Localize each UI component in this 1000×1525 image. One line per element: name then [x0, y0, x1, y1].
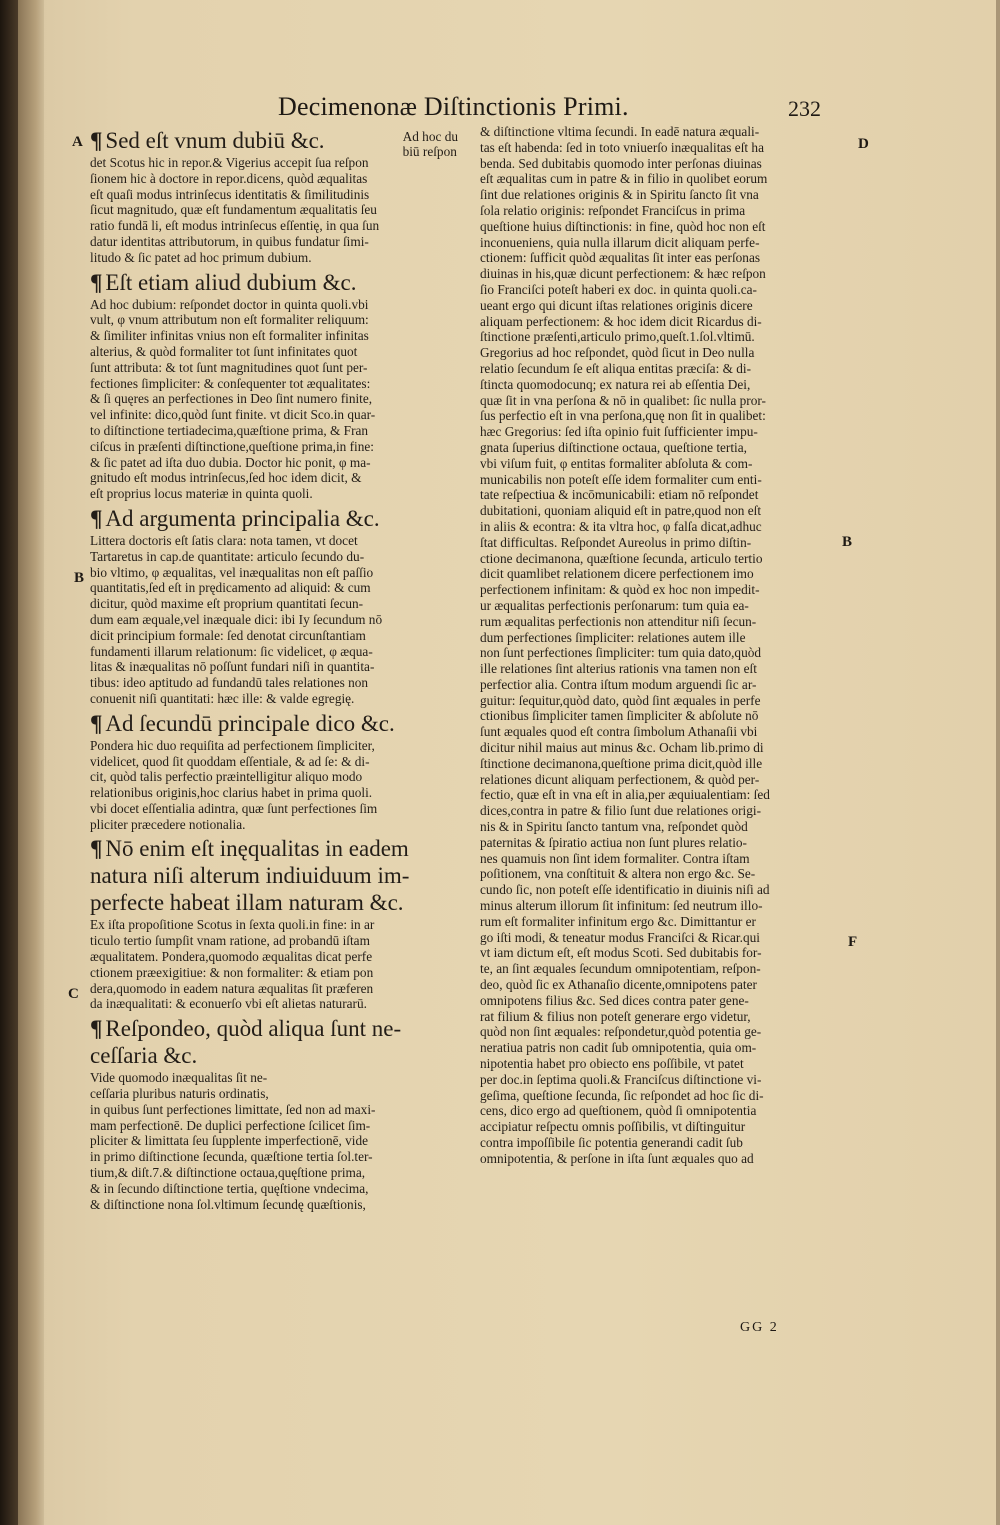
text-line: fectio, quæ eſt in vna eſt in alia,per æquiualentiam: ſed [480, 787, 770, 803]
page-edge [996, 0, 1000, 1525]
text-line: eſt æqualitas cum in patre & in filio in quolibet eorum [480, 171, 768, 187]
commentary-paragraph [90, 917, 458, 1012]
text-line: minus alterum illorum ſit infinitum: ſed neutrum illo- [480, 898, 763, 914]
text-line: ciſcus in præſenti diſtinctione,queſtione prima,in fine: [90, 438, 374, 454]
text-line: litudo & ſic patet ad hoc primum dubium. [90, 249, 312, 265]
text-line: quantitatis,ſed eſt in prędicamento ad aliquid: & cum [90, 580, 371, 596]
text-line: quæ ſit in vna perſona & nō in qualibet: ſic nulla pror- [480, 392, 766, 408]
margin-letter-b: B [74, 570, 85, 586]
text-line: deo, quòd ſic ex Athanaſio dicente,omnipotens pater [480, 977, 757, 993]
text-line: dicit quamlibet relationem dicere perfectionem imo [480, 566, 754, 582]
left-text-column [90, 124, 458, 1212]
lemma-text: Reſpondeo, quòd aliqua ſunt ne- [105, 1016, 402, 1042]
text-line: ſionem hic à doctore in repor.dicens, quòd æqualitas [90, 170, 368, 186]
margin-letter-c: C [68, 986, 79, 1002]
text-line: to diſtinctione tertiadecima,quæſtione prima, & Fran [90, 422, 369, 438]
text-line: dices,contra in patre & filio ſunt due relationes origi- [480, 803, 761, 819]
text-line: & in ſecundo diſtinctione tertia, quęſtione vndecima, [90, 1180, 369, 1196]
text-line: ſola relatio originis: reſpondet Franciſcus in prima [480, 202, 746, 218]
pilcrow-mark: ¶ [90, 710, 103, 736]
text-line: det Scotus hic in repor.& Vigerius accepit ſua reſpon [90, 155, 369, 170]
text-line: mam perfectionē. De duplici perfectione ſcilicet ſim- [90, 1117, 371, 1133]
pilcrow-mark: ¶ [90, 505, 103, 531]
text-line: ctione decimanona, quæſtione ſecunda, articulo tertio [480, 550, 763, 566]
text-line: dicitur nihil maius aut minus &c. Ocham lib.primo di [480, 740, 764, 756]
text-line: ſicut magnitudo, quæ eſt fundamentum æqualitatis ſeu [90, 202, 377, 218]
text-line: relationibus originis,hoc clarius habet in prima quoli. [90, 785, 373, 801]
text-line: fundamenti illarum relationum: ſic videlicet, φ æqua- [90, 643, 373, 659]
text-line: bio vltimo, φ æqualitas, vel inæqualitas non eſt paſſio [90, 564, 374, 580]
text-line: fectiones ſimpliciter: & conſequenter tot æqualitates: [90, 375, 371, 391]
side-line: biū reſpon [402, 144, 457, 159]
text-line: tibus: ideo aptitudo ad fundandū tales relationes non [90, 675, 369, 691]
text-line: tium,& diſt.7.& diſtinctione octaua,quęſtione prima, [90, 1165, 366, 1181]
text-line: dicitur, quòd maxime eſt proprium quantitati ſecun- [90, 596, 364, 612]
text-line: aliquam perfectionem: & hoc idem dicit Ricardus di- [480, 313, 762, 329]
text-line: eſt quaſi modus intrinſecus identitatis & ſimilitudinis [90, 186, 370, 202]
text-line: cens, dico ergo ad queſtionem, quòd ſi omnipotentia [480, 1103, 757, 1119]
text-line: conuenit niſi quantitati: hæc ille: & valde egregię. [90, 690, 355, 706]
text-line: tate reſpectiua & incōmunicabili: etiam nō reſpondet [480, 487, 759, 503]
pilcrow-mark: ¶ [90, 1016, 103, 1042]
lemma-text: Ad argumenta principalia &c. [105, 505, 380, 531]
lemma-heading [90, 505, 458, 532]
margin-letter-d: D [858, 136, 869, 152]
text-line: & ſi quęres an perfectiones in Deo ſint numero finite, [90, 391, 373, 407]
text-line: ſtinctione præſenti,articulo primo,queſt.1.ſol.vltimū. [480, 329, 755, 345]
lemma-heading [90, 127, 458, 159]
commentary-paragraph [90, 738, 458, 833]
text-line: vbi docet eſſentialia adintra, quæ ſunt perfectiones ſim [90, 800, 378, 816]
text-line: ceſſaria pluribus naturis ordinatis, [90, 1086, 269, 1102]
folio-number: 232 [788, 96, 821, 121]
text-line: nes quamuis non ſint idem formaliter. Contra iſtam [480, 850, 750, 866]
text-line: benda. Sed dubitabis quomodo inter perſonas diuinas [480, 155, 762, 171]
text-line: tas eſt habenda: ſed in toto vniuerſo inæqualitas eſt ha [480, 139, 764, 155]
lemma-line: ceſſaria &c. [90, 1043, 198, 1069]
text-line: ſunt attributa: & tot ſunt magnitudines quot ſunt per- [90, 359, 368, 375]
text-line: gnata ſuperius diſtinctione octaua, queſtione tertia, [480, 439, 747, 455]
commentary-paragraph [90, 297, 458, 502]
lemma-text: Sed eſt vnum dubiū &c. [105, 128, 325, 153]
text-line: Gregorius ad hoc reſpondet, quòd ſicut in Deo nulla [480, 345, 755, 361]
text-line: poſitionem, vna conſtituit & altera non ergo &c. Se- [480, 866, 756, 882]
text-line: & ſimiliter infinitas vnius non eſt formaliter infinitas [90, 328, 369, 344]
margin-letter-f: F [848, 934, 858, 950]
text-line: ille relationes ſint alterius rationis vna tamen non eſt [480, 661, 757, 677]
text-line: vt iam dictum eſt, eſt modus Scoti. Sed dubitabis for- [480, 945, 762, 961]
text-line: in aliis & econtra: & ita vltra hoc, φ falſa dicat,adhuc [480, 518, 762, 534]
text-line: dera,quomodo in eadem natura æqualitas ſit præferen [90, 980, 374, 996]
text-line: Vide quomodo inæqualitas ſit ne- [90, 1070, 268, 1086]
text-line: ctionibus ſimpliciter tamen ſimpliciter & abſolute nō [480, 708, 759, 724]
text-line: Tartaretus in cap.de quantitate: articulo ſecundo du- [90, 548, 365, 564]
lemma-heading [90, 710, 458, 737]
lemma-text: Nō enim eſt inęqualitas in eadem [105, 836, 409, 862]
text-line: omnipotens filius &c. Sed dices contra pater gene- [480, 992, 749, 1008]
text-line: ticulo tertio ſumpſit vnam ratione, ad probandū iſtam [90, 933, 370, 949]
text-line: in quibus ſunt perfectiones limittate, ſed non ad maxi- [90, 1101, 376, 1117]
text-line: dicit principium formale: ſed denotat circunſtantiam [90, 627, 366, 643]
binding-shadow [0, 0, 18, 1525]
commentary-paragraph [90, 1070, 458, 1212]
text-line: perfectionem infinitam: & quòd ex hoc non impedit- [480, 582, 760, 598]
text-line: æqualitatem. Pondera,quomodo æqualitas dicat perfe [90, 949, 373, 965]
text-line: nipotentia habet pro obiecto ens poſſibile, vt patet [480, 1056, 744, 1072]
text-line: Pondera hic duo requiſita ad perfectionem ſimpliciter, [90, 737, 375, 753]
text-line: ſtat difficultas. Reſpondet Aureolus in primo diſtin- [480, 534, 752, 550]
text-line: ſunt æquales quod eſt contra ſimbolum Athanaſii vbi [480, 724, 758, 740]
side-line: Ad hoc du [402, 129, 458, 144]
text-line: hæc Gregorius: ſed iſta opinio fuit ſufficienter impu- [480, 424, 758, 440]
lemma-line: natura niſi alterum indiuiduum im- [90, 863, 410, 889]
text-line: inconueniens, quia nulla illarum dicit aliquam perfe- [480, 234, 760, 250]
right-text-column [480, 124, 842, 1167]
text-line: & diſtinctione nona ſol.vltimum ſecundę quæſtionis, [90, 1196, 366, 1212]
text-line: quòd non ſint æquales: reſpondetur,quòd potentia ge- [480, 1024, 762, 1040]
text-line: litas & inæqualitas nō poſſunt fundari niſi in quantita- [90, 659, 375, 675]
text-line: ſtinctione decimanona,queſtione prima dicit,quòd ille [480, 755, 763, 771]
text-line: ur æqualitas perfectionis perſonarum: tum quia ea- [480, 597, 749, 613]
text-line: relationes dicunt aliquam perfectionem, & quòd per- [480, 771, 760, 787]
text-line: geſima, queſtione ſecunda, ſic reſpondet ad hoc ſic di- [480, 1087, 764, 1103]
text-line: accipiatur reſpectu omnis poſſibilis, vt diſtinguitur [480, 1119, 746, 1135]
text-line: & diſtinctione vltima ſecundi. In eadē natura æquali- [480, 124, 760, 139]
lemma-line: perfecte habeat illam naturam &c. [90, 890, 404, 916]
text-line: per doc.in ſeptima quoli.& Franciſcus diſtinctione vi- [480, 1071, 762, 1087]
text-line: datur identitas attributorum, in quibus fundatur ſimi- [90, 233, 369, 249]
text-line: Ex iſta propoſitione Scotus in ſexta quoli.in fine: in ar [90, 917, 375, 933]
margin-letter-e: B [842, 534, 853, 550]
lemma-line [90, 1015, 458, 1042]
text-line: guitur: ſequitur,quòd dato, quòd ſint æquales in perfe [480, 692, 761, 708]
text-line: non ſunt perfectiones ſimpliciter: tum quia dato,quòd [480, 645, 762, 661]
text-line: rum eſt formaliter infinitum ergo &c. Dimittantur er [480, 913, 756, 929]
text-line: contra impoſſibile ſic potentia generandi cadit ſub [480, 1135, 743, 1150]
text-line: queſtione huius diſtinctionis: in fine, quòd hoc non eſt [480, 218, 766, 234]
pilcrow-mark: ¶ [90, 836, 103, 862]
commentary-paragraph [90, 533, 458, 707]
text-line: nis & in Spiritu ſancto tantum vna, reſpondet quòd [480, 819, 748, 835]
text-line: alterius, & quòd formaliter tot ſunt infinitates quot [90, 343, 358, 359]
text-line: cit, quòd talis perfectio præintelligitur aliquo modo [90, 769, 363, 785]
text-line: vult, φ vnum attributum non eſt formaliter reliquum: [90, 312, 369, 328]
lemma-heading [90, 1015, 458, 1069]
text-line: Ad hoc dubium: reſpondet doctor in quinta quoli.vbi [90, 296, 369, 312]
text-line: omnipotentia, & perſone in iſta ſunt æquales quo ad [480, 1150, 754, 1166]
text-line: diuinas in his,quæ dicunt perfectionem: & hæc reſpon [480, 266, 766, 282]
text-line: ueant ergo qui dicunt iſtas relationes originis dicere [480, 297, 753, 313]
text-line: gnitudo eſt modus intrinſecus,ſed hoc idem dicit, & [90, 470, 362, 486]
margin-letter-a: A [72, 134, 83, 150]
text-line: relatio ſecundum ſe eſt aliqua entitas præciſa: & di- [480, 360, 752, 376]
text-line: Littera doctoris eſt ſatis clara: nota tamen, vt docet [90, 532, 358, 548]
text-line: cundo ſic, non poteſt eſſe identificatio in diuinis niſi ad [480, 882, 770, 898]
text-line: ſint due relationes originis & in Spiritu ſancto ſit vna [480, 187, 759, 203]
text-line: & ſic patet ad iſta duo dubia. Doctor hic ponit, φ ma- [90, 454, 371, 470]
text-line: paternitas & ſpiratio actiua non ſunt plures relatio- [480, 834, 747, 850]
lemma-text: Eſt etiam aliud dubium &c. [105, 269, 357, 295]
running-header: Decimenonæ Diſtinctionis Primi. [278, 92, 629, 121]
printer-signature: GG 2 [740, 1320, 779, 1335]
text-line: vbi viſum fuit, φ entitas formaliter abſoluta & com- [480, 455, 753, 471]
text-line: perfectior alia. Contra iſtum modum arguendi ſic ar- [480, 676, 757, 692]
text-line: ctionem: ſufficit quòd æqualitas ſit inter eas perſonas [480, 250, 761, 266]
text-line: dum perfectiones ſimpliciter: relationes autem ille [480, 629, 746, 645]
commentary-paragraph [90, 155, 458, 266]
text-line: pliciter & limittata ſeu ſupplente imperfectionē, vide [90, 1133, 369, 1149]
text-line: rum æqualitas perfectionis non attenditur niſi ſecun- [480, 613, 757, 629]
lemma-side-text [403, 129, 458, 159]
text-line: neratiua patris non cadit ſub omnipotentia, quia om- [480, 1040, 757, 1056]
text-line: dum eam æquale,vel inæquale dici: ibi Iy ſecundum nō [90, 611, 383, 627]
pilcrow-mark: ¶ [90, 128, 103, 153]
lemma-heading [90, 835, 458, 916]
page-gutter [18, 0, 44, 1525]
text-line: ſio Franciſci poteſt haberi ex doc. in quinta quoli.ca- [480, 281, 757, 297]
text-line: te, an ſint æquales ſecundum omnipotentiam, reſpon- [480, 961, 761, 977]
lemma-line [90, 835, 458, 862]
text-line: ſus perfectio eſt in vna perſona,quę non ſit in qualibet: [480, 408, 766, 424]
text-line: eſt proprius locus materiæ in quinta quoli. [90, 486, 313, 502]
text-line: ratio fundā li, eſt modus intrinſecus eſſentię, in qua ſun [90, 218, 380, 234]
text-line: in primo diſtinctione ſecunda, quæſtione tertia ſol.ter- [90, 1149, 373, 1165]
text-line: da inæqualitati: & econuerſo vbi eſt alietas naturarū. [90, 996, 367, 1012]
text-line: ctionem præexigitiue: & non formaliter: & etiam pon [90, 964, 374, 980]
lemma-text: Ad ſecundū principale dico &c. [105, 710, 395, 736]
lemma-heading [90, 269, 458, 296]
text-line: videlicet, quod ſit quoddam eſſentiale, & ad ſe: & di- [90, 753, 370, 769]
text-line: pliciter præcedere notionalia. [90, 816, 246, 832]
text-line: dubitationi, quoniam aliquid eſt in patre,quod non eſt [480, 503, 762, 519]
text-line: rat filium & filius non poteſt generare ergo videtur, [480, 1008, 751, 1024]
text-line: go iſti modi, & teneatur modus Franciſci & Ricar.qui [480, 929, 760, 945]
text-line: ſtincta quomodocunq; ex natura rei ab eſſentia Dei, [480, 376, 751, 392]
text-line: vel infinite: dico,quòd ſunt finite. vt dicit Sco.in quar- [90, 407, 376, 423]
pilcrow-mark: ¶ [90, 269, 103, 295]
text-line: municabilis non poteſt eſſe idem formaliter cum enti- [480, 471, 762, 487]
